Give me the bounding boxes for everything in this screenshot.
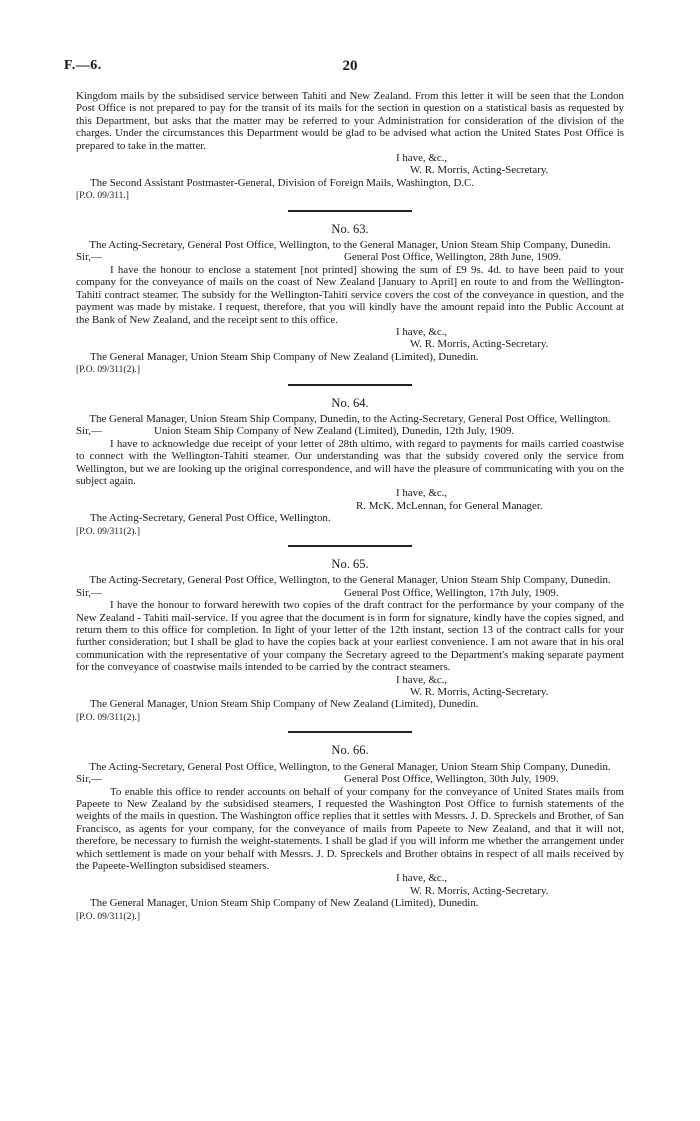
letter-closing: I have, &c., bbox=[396, 673, 448, 686]
document-body bbox=[76, 90, 624, 923]
letter-heading: The General Manager, Union Steam Ship Company, Dunedin, to the Acting-Secretary, General Post Office, Wellington. bbox=[89, 412, 611, 425]
letter-number: No. 63. bbox=[331, 221, 369, 236]
salutation: Sir,— bbox=[76, 251, 102, 264]
section-divider bbox=[288, 384, 412, 386]
letter-heading: The Acting-Secretary, General Post Office, Wellington, to the General Manager, Union Steam Ship Company, Dunedin. bbox=[89, 574, 611, 587]
section-divider bbox=[288, 545, 412, 547]
salutation-line bbox=[76, 425, 624, 437]
letter-number: No. 66. bbox=[331, 743, 369, 758]
salutation: Sir,— bbox=[76, 773, 102, 786]
salutation-line bbox=[76, 587, 624, 599]
letter-closing: I have, &c., bbox=[396, 872, 448, 885]
letter-closing: I have, &c., bbox=[396, 152, 448, 165]
letter-signature: W. R. Morris, Acting-Secretary. bbox=[410, 884, 549, 897]
letter-heading: The Acting-Secretary, General Post Office, Wellington, to the General Manager, Union Steam Ship Company, Dunedin. bbox=[89, 760, 611, 773]
letter-addressee: The Acting-Secretary, General Post Office, Wellington. bbox=[90, 512, 331, 525]
letter-body: I have to acknowledge due receipt of your letter of 28th ultimo, with regard to payments for mails carried coastwise to connect with the Wellington-Tahiti steamer. Our understanding was that the subsidy covered only the service from Wellington, but we are looking up the original correspondence, and will have the pleasure of communicating with you on the subject again. bbox=[76, 437, 624, 487]
letter-body: I have the honour to forward herewith two copies of the draft contract for the performance by your company of the New Zealand - Tahiti mail-service. If you agree that the document is in form for signature, kindly have the copies signed, and return them to this office for completion. In light of your letter of the 12th instant, section 13 of the contract calls for your further consideration; but I shall be glad to have the copies back at your earliest convenience. I am not aware that in his oral communication with the representative of your company the Secretary agreed to the Department's making separate payment for the conveyance of coastwise mails intended to be carried by the contract steamers. bbox=[76, 599, 624, 674]
intro-letter-continuation bbox=[76, 90, 624, 203]
letter-signature: R. McK. McLennan, for General Manager. bbox=[356, 499, 543, 512]
section-divider bbox=[288, 731, 412, 733]
letter-signature: W. R. Morris, Acting-Secretary. bbox=[410, 164, 549, 177]
letter-heading: The Acting-Secretary, General Post Office, Wellington, to the General Manager, Union Steam Ship Company, Dunedin. bbox=[89, 239, 611, 252]
file-reference: [P.O. 09/311(2).] bbox=[76, 712, 141, 723]
letter-closing: I have, &c., bbox=[396, 325, 448, 338]
page-header bbox=[64, 58, 636, 78]
place-date: General Post Office, Wellington, 28th June, 1909. bbox=[344, 251, 562, 264]
place-date: Union Steam Ship Company of New Zealand (Limited), Dunedin, 12th July, 1909. bbox=[154, 425, 515, 438]
salutation: Sir,— bbox=[76, 586, 102, 599]
letter-number: No. 65. bbox=[331, 557, 369, 571]
letter-no-64 bbox=[76, 397, 624, 538]
letter-no-66 bbox=[76, 744, 624, 923]
letter-closing: I have, &c., bbox=[396, 487, 448, 500]
section-divider bbox=[288, 210, 412, 212]
letter-no-63 bbox=[76, 223, 624, 377]
file-reference: [P.O. 09/311(2).] bbox=[76, 911, 141, 922]
letter-signature: W. R. Morris, Acting-Secretary. bbox=[410, 686, 549, 699]
page-number: 20 bbox=[342, 58, 358, 74]
letter-addressee: The Second Assistant Postmaster-General, Division of Foreign Mails, Washington, D.C. bbox=[90, 176, 475, 189]
letter-no-65 bbox=[76, 558, 624, 724]
letter-number: No. 64. bbox=[331, 395, 369, 410]
salutation-line bbox=[76, 251, 624, 263]
file-reference: [P.O. 09/311(2).] bbox=[76, 365, 141, 376]
letter-body: To enable this office to render accounts on behalf of your company for the conveyance of United States mails from Papeete to New Zealand by the subsidised steamers, I requested the Washington Post Office to furnish statements of the weights of the mails in question. The Washington office replies that it settles with Messrs. J. D. Spreckels and Brother, of San Francisco, as agents for your company, for the conveyance of mails from Papeete to New Zealand, and that it will not, therefore, be necessary to furnish the weight-statements. I shall be glad if you will inform me whether the arrangement under which settlement is made on your behalf with Messrs. J. D. Spreckels and Brother obtains in respect of all mails received by the Papeete-Wellington subsidised steamers. bbox=[76, 785, 624, 872]
salutation: Sir,— bbox=[76, 425, 102, 438]
file-reference: [P.O. 09/311.] bbox=[76, 191, 129, 202]
file-reference: [P.O. 09/311(2).] bbox=[76, 526, 141, 537]
letter-body: I have the honour to enclose a statement [not printed] showing the sum of £9 9s. 4d. to have been paid to your company for the conveyance of mails on the coast of New Zealand [January to April] en route to and from the Wellington-Tahiti contract steamer. The subsidy for the Wellington-Tahiti service covers the cost of the conveyance in question, and the payment was made by mistake. I request, therefore, that you will kindly have the amount repaid into the Public Account at the Bank of New Zealand, and the receipt sent to this office. bbox=[76, 263, 624, 326]
letter-addressee: The General Manager, Union Steam Ship Company of New Zealand (Limited), Dunedin. bbox=[90, 350, 479, 363]
place-date: General Post Office, Wellington, 30th July, 1909. bbox=[344, 773, 559, 786]
place-date: General Post Office, Wellington, 17th July, 1909. bbox=[344, 586, 559, 599]
page-ref: F.—6. bbox=[64, 58, 102, 73]
letter-body: Kingdom mails by the subsidised service between Tahiti and New Zealand. From this letter it will be seen that the London Post Office is not prepared to pay for the transit of its mails for the section in question on a statistical basis as requested by this Department, but asks that the matter may be referred to your Administration for consideration of the division of the charges. Under the circumstances this Department would be glad to be advised what action the United States Post Office is prepared to take in the matter. bbox=[76, 90, 624, 152]
letter-addressee: The General Manager, Union Steam Ship Company of New Zealand (Limited), Dunedin. bbox=[90, 698, 479, 711]
letter-signature: W. R. Morris, Acting-Secretary. bbox=[410, 338, 549, 351]
salutation-line bbox=[76, 773, 624, 785]
letter-addressee: The General Manager, Union Steam Ship Company of New Zealand (Limited), Dunedin. bbox=[90, 897, 479, 910]
